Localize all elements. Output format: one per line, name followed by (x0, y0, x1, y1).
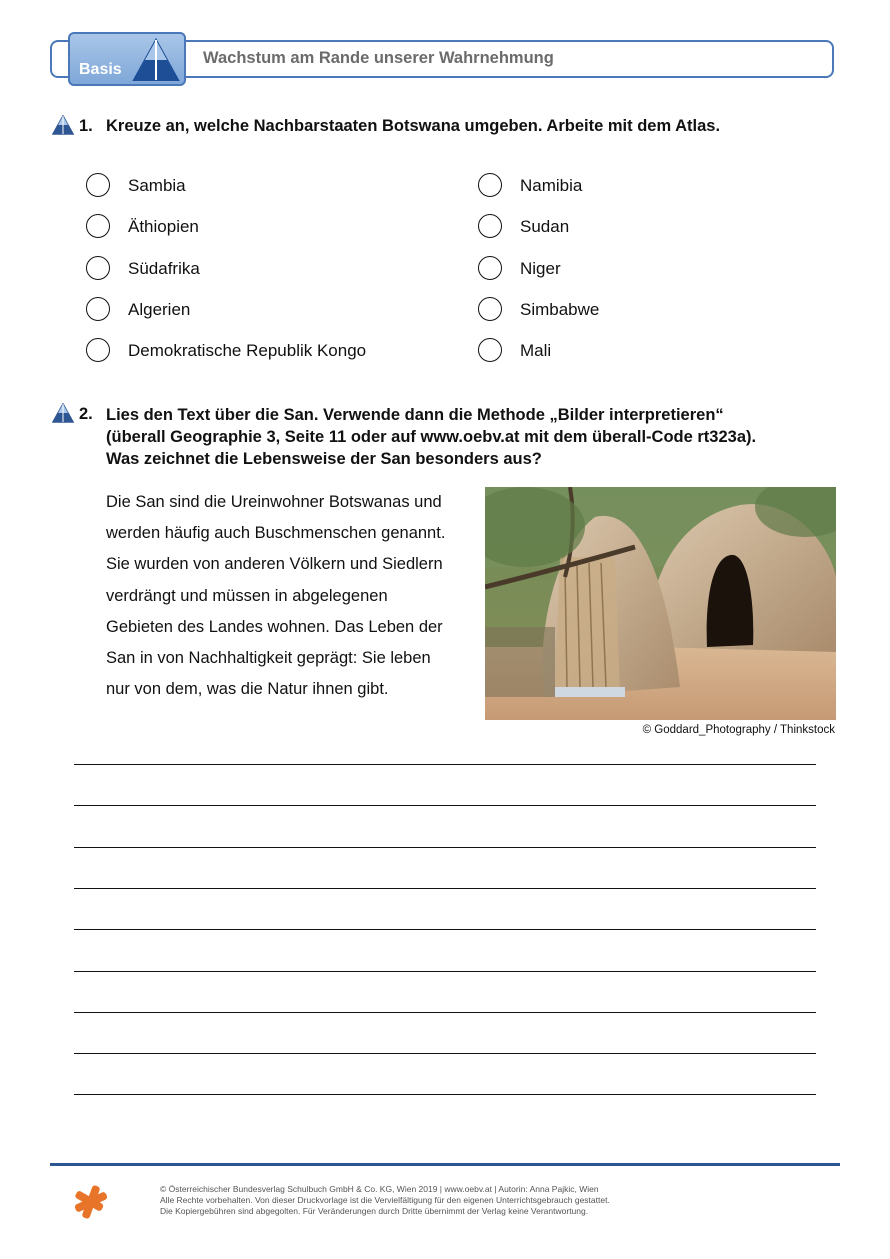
option-label: Simbabwe (520, 300, 600, 319)
option-checkbox[interactable] (86, 256, 110, 280)
option-checkbox[interactable] (86, 338, 110, 362)
page-title: Wachstum am Rande unserer Wahrnehmung (203, 49, 554, 67)
task-2-instruction (106, 404, 756, 470)
option-label: Niger (520, 259, 561, 278)
task-1-number: 1. (79, 117, 93, 135)
task-1-instruction: Kreuze an, welche Nachbarstaaten Botswana umgeben. Arbeite mit dem Atlas. (106, 117, 721, 135)
task-2-line: Lies den Text über die San. Verwende dann die Methode „Bilder interpretieren“ (106, 406, 724, 424)
answer-line (74, 888, 816, 889)
option-checkbox[interactable] (478, 173, 502, 197)
footer-line: Alle Rechte vorbehalten. Von dieser Druckvorlage ist die Vervielfältigung für den eigenen Unterrichtsgebrauch gestattet. (160, 1195, 610, 1205)
option-checkbox[interactable] (86, 173, 110, 197)
option-label: Namibia (520, 176, 583, 195)
task-2-number: 2. (79, 405, 93, 423)
san-text-passage (106, 487, 481, 705)
option-label: Südafrika (128, 259, 200, 278)
passage-line: Die San sind die Ureinwohner Botswanas und (106, 493, 442, 511)
answer-line (74, 1094, 816, 1095)
option-checkbox[interactable] (478, 297, 502, 321)
option-label: Demokratische Republik Kongo (128, 341, 367, 360)
option-checkbox[interactable] (478, 214, 502, 238)
footer-line: Die Kopiergebühren sind abgegolten. Für Veränderungen durch Dritte übernimmt der Verlag keine Verantwortung. (160, 1206, 589, 1216)
passage-line: verdrängt und müssen in abgelegenen (106, 586, 388, 605)
option-checkbox[interactable] (86, 214, 110, 238)
footer-line: © Österreichischer Bundesverlag Schulbuch GmbH & Co. KG, Wien 2019 | www.oebv.at | Autorin: Anna Pajkic, Wien (160, 1184, 599, 1194)
option-label: Algerien (128, 300, 191, 319)
option-label: Sudan (520, 217, 570, 236)
option-label: Mali (520, 341, 552, 360)
footer-rule (50, 1163, 840, 1166)
photo-credit: © Goddard_Photography / Thinkstock (642, 724, 835, 736)
passage-line: Sie wurden von anderen Völkern und Siedlern (106, 555, 443, 574)
answer-line (74, 971, 816, 972)
answer-line (74, 1053, 816, 1054)
answer-line (74, 764, 816, 765)
task-2-line: Was zeichnet die Lebensweise der San besonders aus? (106, 450, 542, 468)
oebv-logo-icon (72, 1183, 110, 1221)
passage-line: werden häufig auch Buschmenschen genannt. (106, 524, 446, 543)
footer-copyright (160, 1184, 610, 1217)
answer-line (74, 805, 816, 806)
pyramid-logo-icon (132, 38, 180, 82)
answer-line (74, 847, 816, 848)
passage-line: San in von Nachhaltigkeit geprägt: Sie leben (106, 649, 431, 668)
option-checkbox[interactable] (478, 338, 502, 362)
basis-label: Basis (79, 61, 122, 78)
option-checkbox[interactable] (86, 297, 110, 321)
passage-line: Gebieten des Landes wohnen. Das Leben der (106, 617, 443, 636)
passage-line: nur von dem, was die Natur ihnen gibt. (106, 680, 389, 699)
answer-line (74, 929, 816, 930)
option-checkbox[interactable] (478, 256, 502, 280)
option-label: Äthiopien (128, 217, 199, 236)
answer-line (74, 1012, 816, 1013)
basis-task-icon (52, 115, 74, 135)
option-label: Sambia (128, 176, 186, 195)
task-2-line: (überall Geographie 3, Seite 11 oder auf www.oebv.at mit dem überall-Code rt323a). (106, 428, 757, 446)
san-huts-photo (485, 487, 836, 720)
basis-task-icon (52, 403, 74, 423)
basis-badge (68, 32, 186, 86)
